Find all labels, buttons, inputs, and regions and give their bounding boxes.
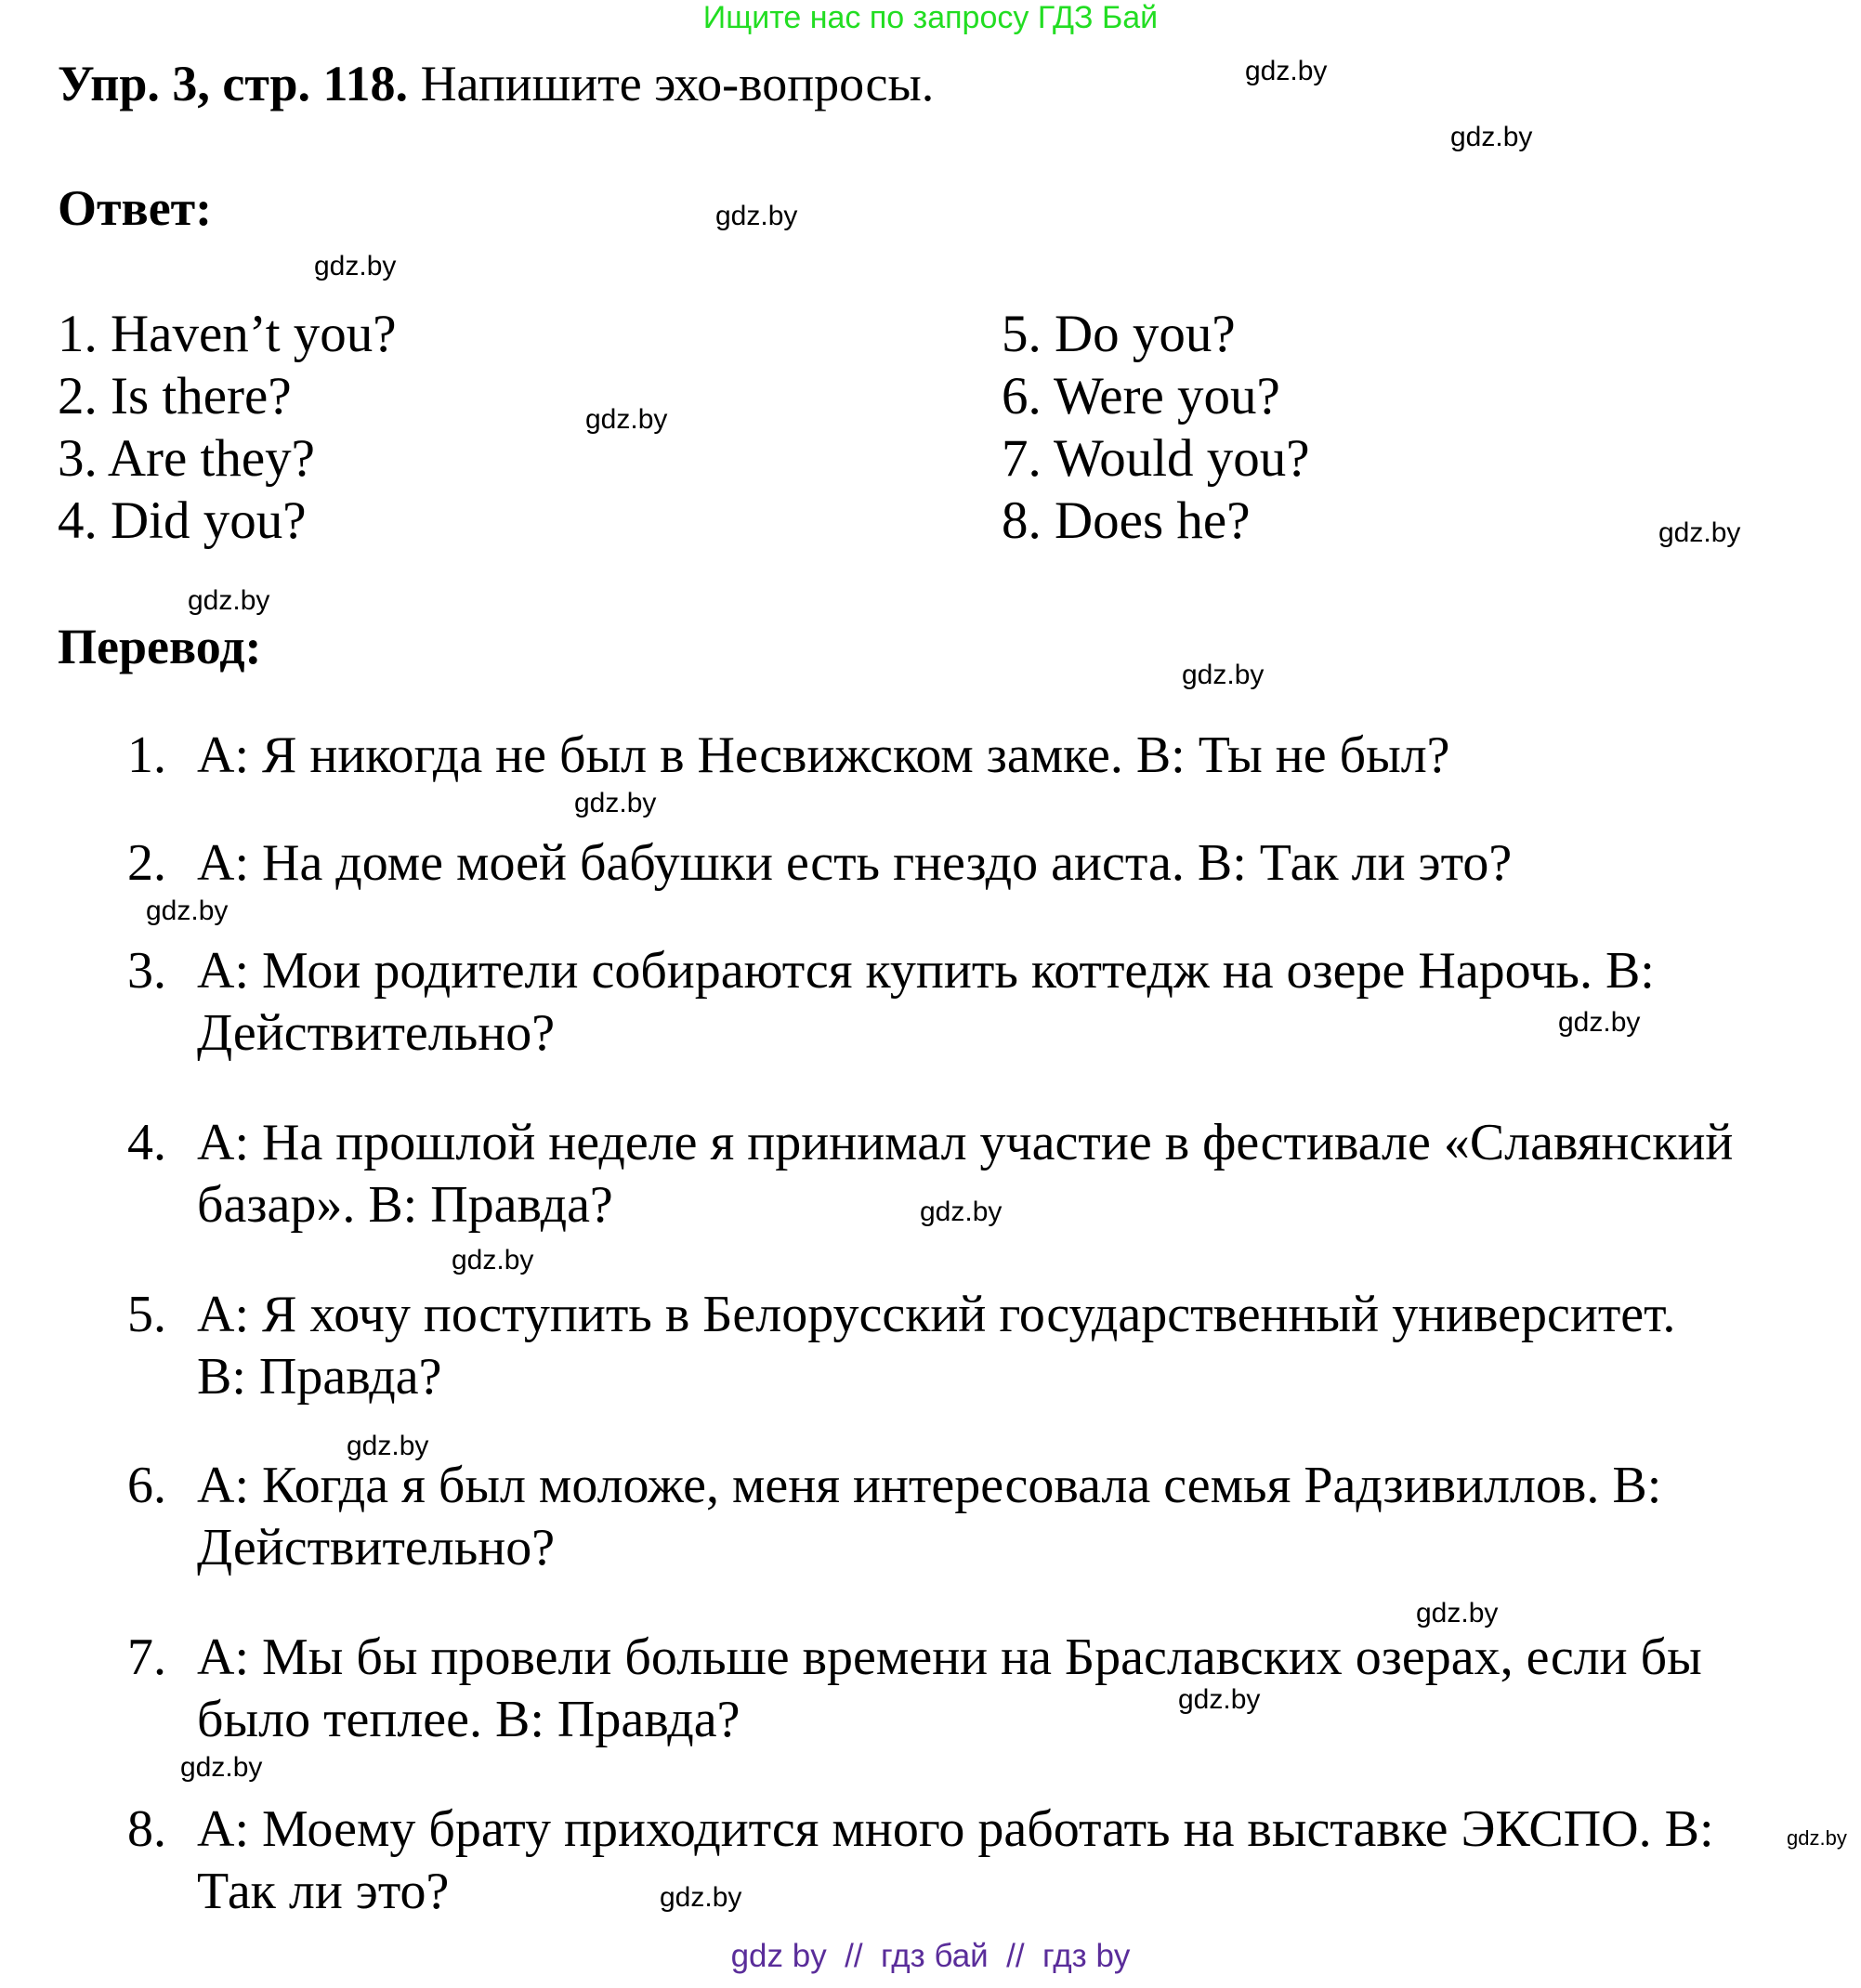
translation-line: было теплее. В: Правда? <box>197 1691 740 1748</box>
watermark: gdz.by <box>452 1245 534 1275</box>
watermark: gdz.by <box>585 404 668 435</box>
translation-number: 5. <box>127 1286 166 1343</box>
translation-number: 4. <box>127 1114 166 1171</box>
translation-line: А: Моему брату приходится много работать на выставке ЭКСПО. В: <box>197 1800 1714 1858</box>
translation-line: Действительно? <box>197 1004 556 1062</box>
translation-line: В: Правда? <box>197 1348 442 1406</box>
translation-number: 7. <box>127 1628 166 1686</box>
watermark: gdz.by <box>1182 660 1265 690</box>
exercise-title <box>58 54 934 113</box>
translation-number: 3. <box>127 942 166 1000</box>
translation-number: 2. <box>127 834 166 892</box>
answer-item: 5. Do you? <box>1002 305 1236 363</box>
exercise-task: Напишите эхо-вопросы. <box>420 56 935 111</box>
translation-line: А: Мы бы провели больше времени на Браславских озерах, если бы <box>197 1628 1702 1686</box>
translation-line: А: На прошлой неделе я принимал участие в фестивале «Славянский <box>197 1114 1734 1171</box>
translation-line: А: Я никогда не был в Несвижском замке. В: Ты не был? <box>197 726 1450 784</box>
watermark: gdz.by <box>660 1882 742 1913</box>
translation-number: 1. <box>127 726 166 784</box>
translation-number: 8. <box>127 1800 166 1858</box>
watermark: gdz.by <box>574 788 657 818</box>
watermark: gdz.by <box>188 585 270 616</box>
answer-item: 7. Would you? <box>1002 429 1310 488</box>
watermark: gdz.by <box>1245 56 1328 86</box>
answer-item: 1. Haven’t you? <box>58 305 397 363</box>
watermark: gdz.by <box>347 1431 429 1461</box>
watermark: gdz.by <box>920 1197 1003 1227</box>
watermark: gdz.by <box>180 1752 263 1783</box>
exercise-reference: Упр. 3, стр. 118. <box>58 56 409 111</box>
translation-line: А: Мои родители собираются купить коттедж на озере Нарочь. В: <box>197 942 1655 1000</box>
watermark: gdz.by <box>146 896 229 926</box>
watermark: gdz.by <box>314 251 397 281</box>
watermark: gdz.by <box>1658 517 1741 548</box>
translation-line: базар». В: Правда? <box>197 1176 613 1234</box>
translation-number: 6. <box>127 1457 166 1514</box>
answer-heading: Ответ: <box>58 180 213 236</box>
promo-banner[interactable]: Ищите нас по запросу ГДЗ Бай <box>702 0 1159 35</box>
watermark: gdz.by <box>1450 122 1533 152</box>
translation-line: Действительно? <box>197 1519 556 1576</box>
footer-links[interactable]: gdz by // гдз бай // гдз by <box>730 1938 1131 1974</box>
watermark: gdz.by <box>715 201 798 231</box>
watermark: gdz.by <box>1787 1826 1847 1850</box>
translation-heading: Перевод: <box>58 619 262 674</box>
translation-line: А: Когда я был моложе, меня интересовала семья Радзивиллов. В: <box>197 1457 1662 1514</box>
answer-item: 8. Does he? <box>1002 491 1251 550</box>
translation-line: А: На доме моей бабушки есть гнездо аиста. В: Так ли это? <box>197 834 1513 892</box>
answer-item: 2. Is there? <box>58 367 292 425</box>
translation-line: Так ли это? <box>197 1863 450 1920</box>
translation-line: А: Я хочу поступить в Белорусский государственный университет. <box>197 1286 1676 1343</box>
watermark: gdz.by <box>1558 1007 1641 1038</box>
answer-item: 4. Did you? <box>58 491 307 550</box>
answer-item: 6. Were you? <box>1002 367 1280 425</box>
watermark: gdz.by <box>1178 1684 1261 1715</box>
watermark: gdz.by <box>1416 1598 1499 1628</box>
answer-item: 3. Are they? <box>58 429 315 488</box>
